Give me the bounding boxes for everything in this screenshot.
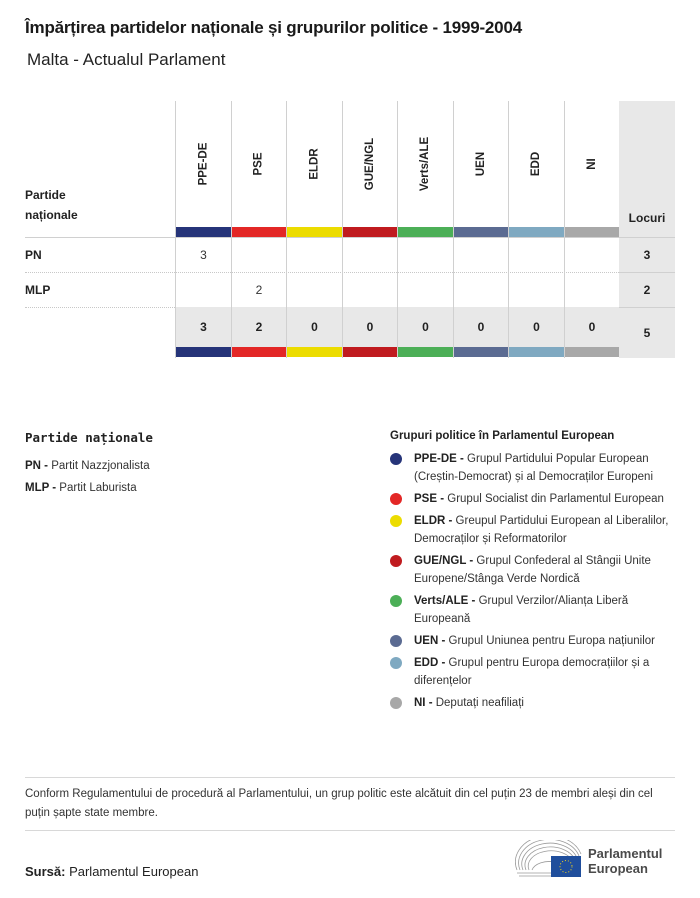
group-column: [286, 101, 342, 358]
group-name: ELDR: [308, 148, 321, 180]
row-header-line2: naționale: [25, 208, 78, 222]
group-column: [453, 101, 509, 358]
row-label-mlp: MLP: [25, 282, 51, 297]
divider: [25, 777, 675, 778]
group-color-bar: [343, 227, 398, 237]
total-cell: 0: [287, 307, 342, 347]
seats-header: Locuri: [628, 211, 666, 225]
group-color-bar: [565, 227, 620, 237]
party-abbr: MLP -: [25, 482, 57, 494]
total-cell: 0: [343, 307, 398, 347]
group-column: [564, 101, 620, 358]
table-cell: [509, 272, 564, 307]
hemicycle-icon: [515, 840, 585, 878]
group-legend-item: [390, 632, 680, 650]
group-header: [176, 101, 231, 227]
group-name: NI: [586, 158, 598, 170]
group-header: [454, 101, 509, 227]
seats-mlp: 2: [643, 282, 651, 297]
group-color-bar: [232, 227, 287, 237]
group-legend-item: [390, 654, 680, 690]
group-dot-icon: [390, 493, 402, 505]
group-description: Grupul Confederal al Stângii Unite Europene/Stânga Verde Nordică: [414, 555, 651, 585]
group-color-bar: [565, 347, 620, 357]
group-header: [287, 101, 342, 227]
group-legend: [390, 430, 680, 716]
group-column: [342, 101, 398, 358]
group-color-bar: [509, 347, 564, 357]
source: [25, 864, 198, 879]
row-label-pn: PN: [25, 247, 42, 262]
table-cell: [398, 237, 453, 272]
group-name: PPE-DE: [197, 142, 210, 186]
group-abbr: EDD -: [414, 657, 446, 669]
group-description: Grupul Verzilor/Alianța Liberă Europeană: [414, 595, 629, 625]
party-name: Partit Nazzjonalista: [51, 460, 150, 472]
table-cell: [454, 237, 509, 272]
table-cell: 2: [255, 282, 263, 297]
group-description: Greupul Partidului European al Liberalilor, Democraților și Reformatorilor: [414, 515, 669, 545]
group-header: [398, 101, 453, 227]
group-abbr: GUE/NGL -: [414, 555, 474, 567]
group-color-bar: [454, 347, 509, 357]
logo-line1: Parlamentul: [588, 846, 663, 861]
group-description: Grupul pentru Europa democrațiilor și a diferențelor: [414, 657, 650, 687]
group-description: Grupul Partidului Popular European (Creștin-Democrat) și al Democraților Europeni: [414, 453, 654, 483]
group-color-bar: [509, 227, 564, 237]
ep-logo: [515, 840, 680, 878]
group-abbr: UEN -: [414, 635, 446, 647]
group-header: [565, 101, 620, 227]
party-legend-item: [25, 455, 153, 477]
party-abbr: PN -: [25, 460, 48, 472]
group-legend-item: [390, 450, 680, 486]
source-value: Parlamentul European: [65, 864, 199, 879]
eu-flag-icon: [551, 856, 581, 877]
group-abbr: PSE -: [414, 493, 445, 505]
group-header: [509, 101, 564, 227]
group-abbr: ELDR -: [414, 515, 453, 527]
group-color-bar: [287, 227, 342, 237]
seats-pn: 3: [643, 247, 651, 262]
group-legend-item: [390, 552, 680, 588]
row-header-line1: Partide: [25, 188, 66, 202]
table-cell: [343, 272, 398, 307]
table-cell: [398, 272, 453, 307]
group-color-bar: [287, 347, 342, 357]
group-description: Grupul Uniunea pentru Europa națiunilor: [448, 635, 656, 647]
group-description: Grupul Socialist din Parlamentul European: [447, 493, 664, 505]
total-cell: 0: [398, 307, 453, 347]
total-cell: 0: [565, 307, 620, 347]
group-legend-item: [390, 694, 680, 712]
group-legend-item: [390, 592, 680, 628]
distribution-table: [25, 101, 675, 358]
group-name: EDD: [530, 151, 543, 177]
group-description: Deputați neafiliați: [435, 697, 524, 709]
table-cell: [232, 237, 287, 272]
group-legend-item: [390, 490, 680, 508]
row-header-label: [25, 185, 78, 225]
group-legend-title: Grupuri politice în Parlamentul European: [390, 430, 615, 442]
group-column: [508, 101, 564, 358]
group-name: UEN: [475, 151, 487, 177]
logo-text: [588, 846, 662, 876]
group-color-bar: [176, 347, 231, 357]
group-color-bar: [232, 347, 287, 357]
group-abbr: PPE-DE -: [414, 453, 464, 465]
group-dot-icon: [390, 635, 402, 647]
total-cell: 3: [176, 307, 231, 347]
group-dot-icon: [390, 515, 402, 527]
table-cell: [343, 237, 398, 272]
group-color-bar: [343, 347, 398, 357]
total-cell: 0: [454, 307, 509, 347]
group-color-bar: [176, 227, 231, 237]
table-cell: 3: [200, 247, 207, 262]
group-dot-icon: [390, 555, 402, 567]
party-legend: [25, 430, 153, 499]
group-column: [397, 101, 453, 358]
party-legend-item: [25, 477, 153, 499]
table-cell: [287, 237, 342, 272]
divider: [25, 830, 675, 831]
group-header: [232, 101, 287, 227]
group-name: Verts/ALE: [419, 136, 432, 192]
page-subtitle: Malta - Actualul Parlament: [27, 50, 226, 69]
total-cell: 2: [232, 307, 287, 347]
party-name: Partit Laburista: [59, 482, 137, 494]
table-cell: [565, 272, 620, 307]
group-abbr: NI -: [414, 697, 433, 709]
group-color-bar: [454, 227, 509, 237]
table-cell: [454, 272, 509, 307]
page-title: Împărțirea partidelor naționale și grupurilor politice - 1999-2004: [25, 18, 522, 37]
table-cell: [176, 272, 231, 307]
group-column: [175, 101, 231, 358]
table-cell: [287, 272, 342, 307]
group-dot-icon: [390, 697, 402, 709]
group-abbr: Verts/ALE -: [414, 595, 476, 607]
group-name: PSE: [252, 152, 265, 176]
total-cell: 0: [509, 307, 564, 347]
seats-total: 5: [643, 325, 651, 340]
table-cell: [565, 237, 620, 272]
group-column: [231, 101, 287, 358]
group-header: [343, 101, 398, 227]
group-dot-icon: [390, 657, 402, 669]
group-name: GUE/NGL: [363, 137, 376, 191]
group-legend-item: [390, 512, 680, 548]
logo-line2: European: [588, 861, 648, 876]
seats-column: [619, 101, 675, 358]
group-color-bar: [398, 347, 453, 357]
group-color-bar: [398, 227, 453, 237]
group-dot-icon: [390, 595, 402, 607]
group-dot-icon: [390, 453, 402, 465]
table-cell: [509, 237, 564, 272]
footnote: Conform Regulamentului de procedură al Parlamentului, un grup politic este alcătuit din cel puțin 23 de membri aleși din cel puțin șapte state membre.: [25, 788, 653, 819]
party-legend-title: Partide naționale: [25, 430, 153, 445]
source-label: Sursă:: [25, 864, 66, 879]
